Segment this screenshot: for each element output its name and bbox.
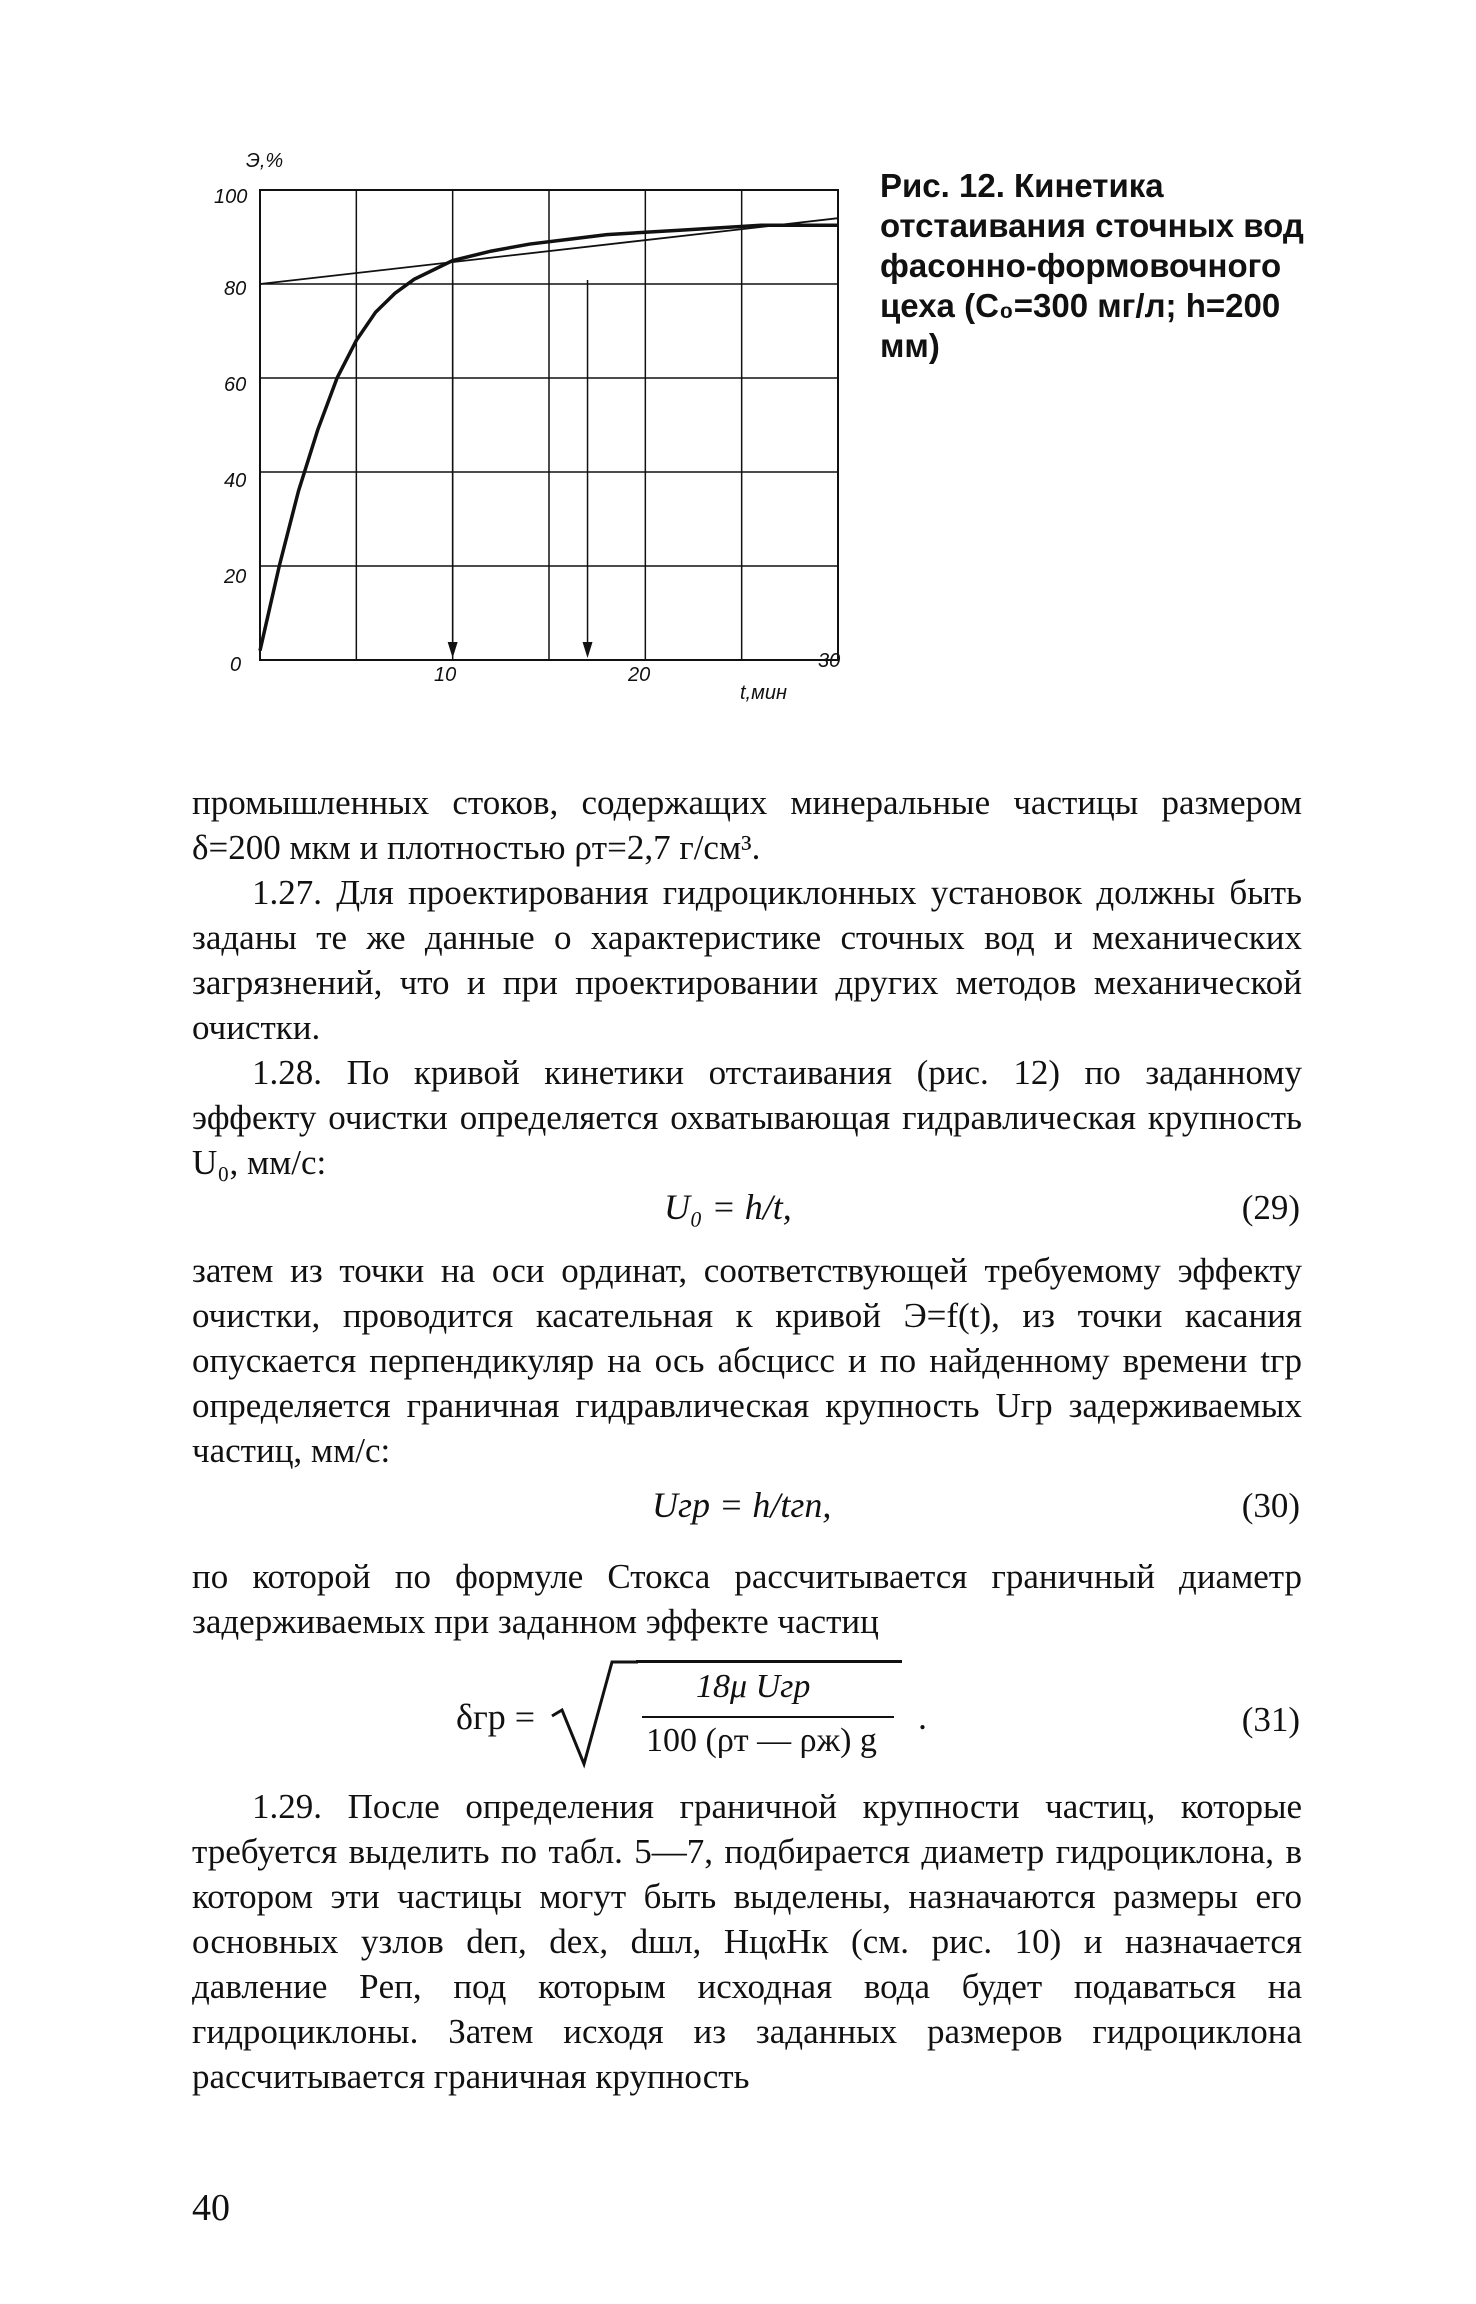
paragraph-1: промышленных стоков, содержащих минеральные частицы размером δ=200 мкм и плотностью ρт=2,7 г/см³. <box>192 783 1302 867</box>
equation-31-denominator: 100 (ρт — ρж) g <box>646 1722 877 1759</box>
paragraph-1-29: 1.29. После определения граничной крупности частиц, которые требуется выделить по табл. 5—7, подбирается диаметр гидроциклона, в котором эти частицы могут быть выделены, назначаются размеры его основных узлов dеп, dех, dшл, НцαНк (см. рис. 10) и назначается давление Pеп, под которым исходная вода будет подаваться на гидроциклоны. Затем исходя из заданных размеров гидроциклона рассчитывается граничная крупность <box>192 1787 1302 2096</box>
y-tick-80: 80 <box>224 278 247 300</box>
root-overline <box>636 1660 902 1663</box>
paragraph-1-27: 1.27. Для проектирования гидроциклонных установок должны быть заданы те же данные о характеристике сточных вод и механических загрязнений, что и при проектировании других методов механической очистки. <box>192 873 1302 1047</box>
figure-caption: Рис. 12. Кинетика отстаивания сточных вод фасонно-формовочного цеха (C₀=300 мг/л; h=200 мм) <box>880 167 1304 364</box>
equation-31 <box>456 1660 1016 1770</box>
equation-31-number: (31) <box>1241 1700 1300 1739</box>
equation-31-numerator: 18μ Uгр <box>696 1668 811 1705</box>
down-arrow-head <box>583 642 593 658</box>
y-tick-100: 100 <box>214 186 248 208</box>
equation-29: U₀ = h/t, <box>664 1187 792 1227</box>
y-tick-0: 0 <box>230 654 242 676</box>
x-tick-20: 20 <box>628 664 651 686</box>
kinetics-chart <box>190 150 870 720</box>
equation-30: Uгр = h/tгп, <box>652 1485 832 1525</box>
square-root-sign <box>548 1660 638 1770</box>
x-axis-label: t,мин <box>740 682 787 704</box>
y-tick-60: 60 <box>224 374 247 396</box>
paragraph-stokes: по которой по формуле Стокса рассчитывается граничный диаметр задерживаемых при заданном эффекте частиц <box>192 1557 1302 1641</box>
paragraph-tangent: затем из точки на оси ординат, соответствующей требуемому эффекту очистки, проводится касательная к кривой Э=f(t), из точки касания опускается перпендикуляр на ось абсцисс и по найденному времени tгр определяется граничная гидравлическая крупность Uгр задерживаемых частиц, мм/с: <box>192 1251 1302 1470</box>
equation-31-period: . <box>918 1697 927 1737</box>
y-tick-40: 40 <box>224 470 247 492</box>
x-tick-30: 30 <box>818 650 841 672</box>
equation-29-number: (29) <box>1241 1188 1300 1227</box>
down-arrow-head <box>448 642 458 658</box>
y-axis-label: Э,% <box>246 150 284 172</box>
equation-30-number: (30) <box>1241 1486 1300 1525</box>
kinetics-figure <box>190 150 870 720</box>
y-tick-20: 20 <box>224 566 247 588</box>
page-number: 40 <box>192 2187 230 2229</box>
x-tick-10: 10 <box>434 664 457 686</box>
paragraph-1-28: 1.28. По кривой кинетики отстаивания (рис. 12) по заданному эффекту очистки определяется охватывающая гидравлическая крупность U₀, мм/с: <box>192 1053 1302 1182</box>
equation-31-lhs: δгр = <box>456 1697 536 1737</box>
fraction-bar <box>642 1716 894 1718</box>
